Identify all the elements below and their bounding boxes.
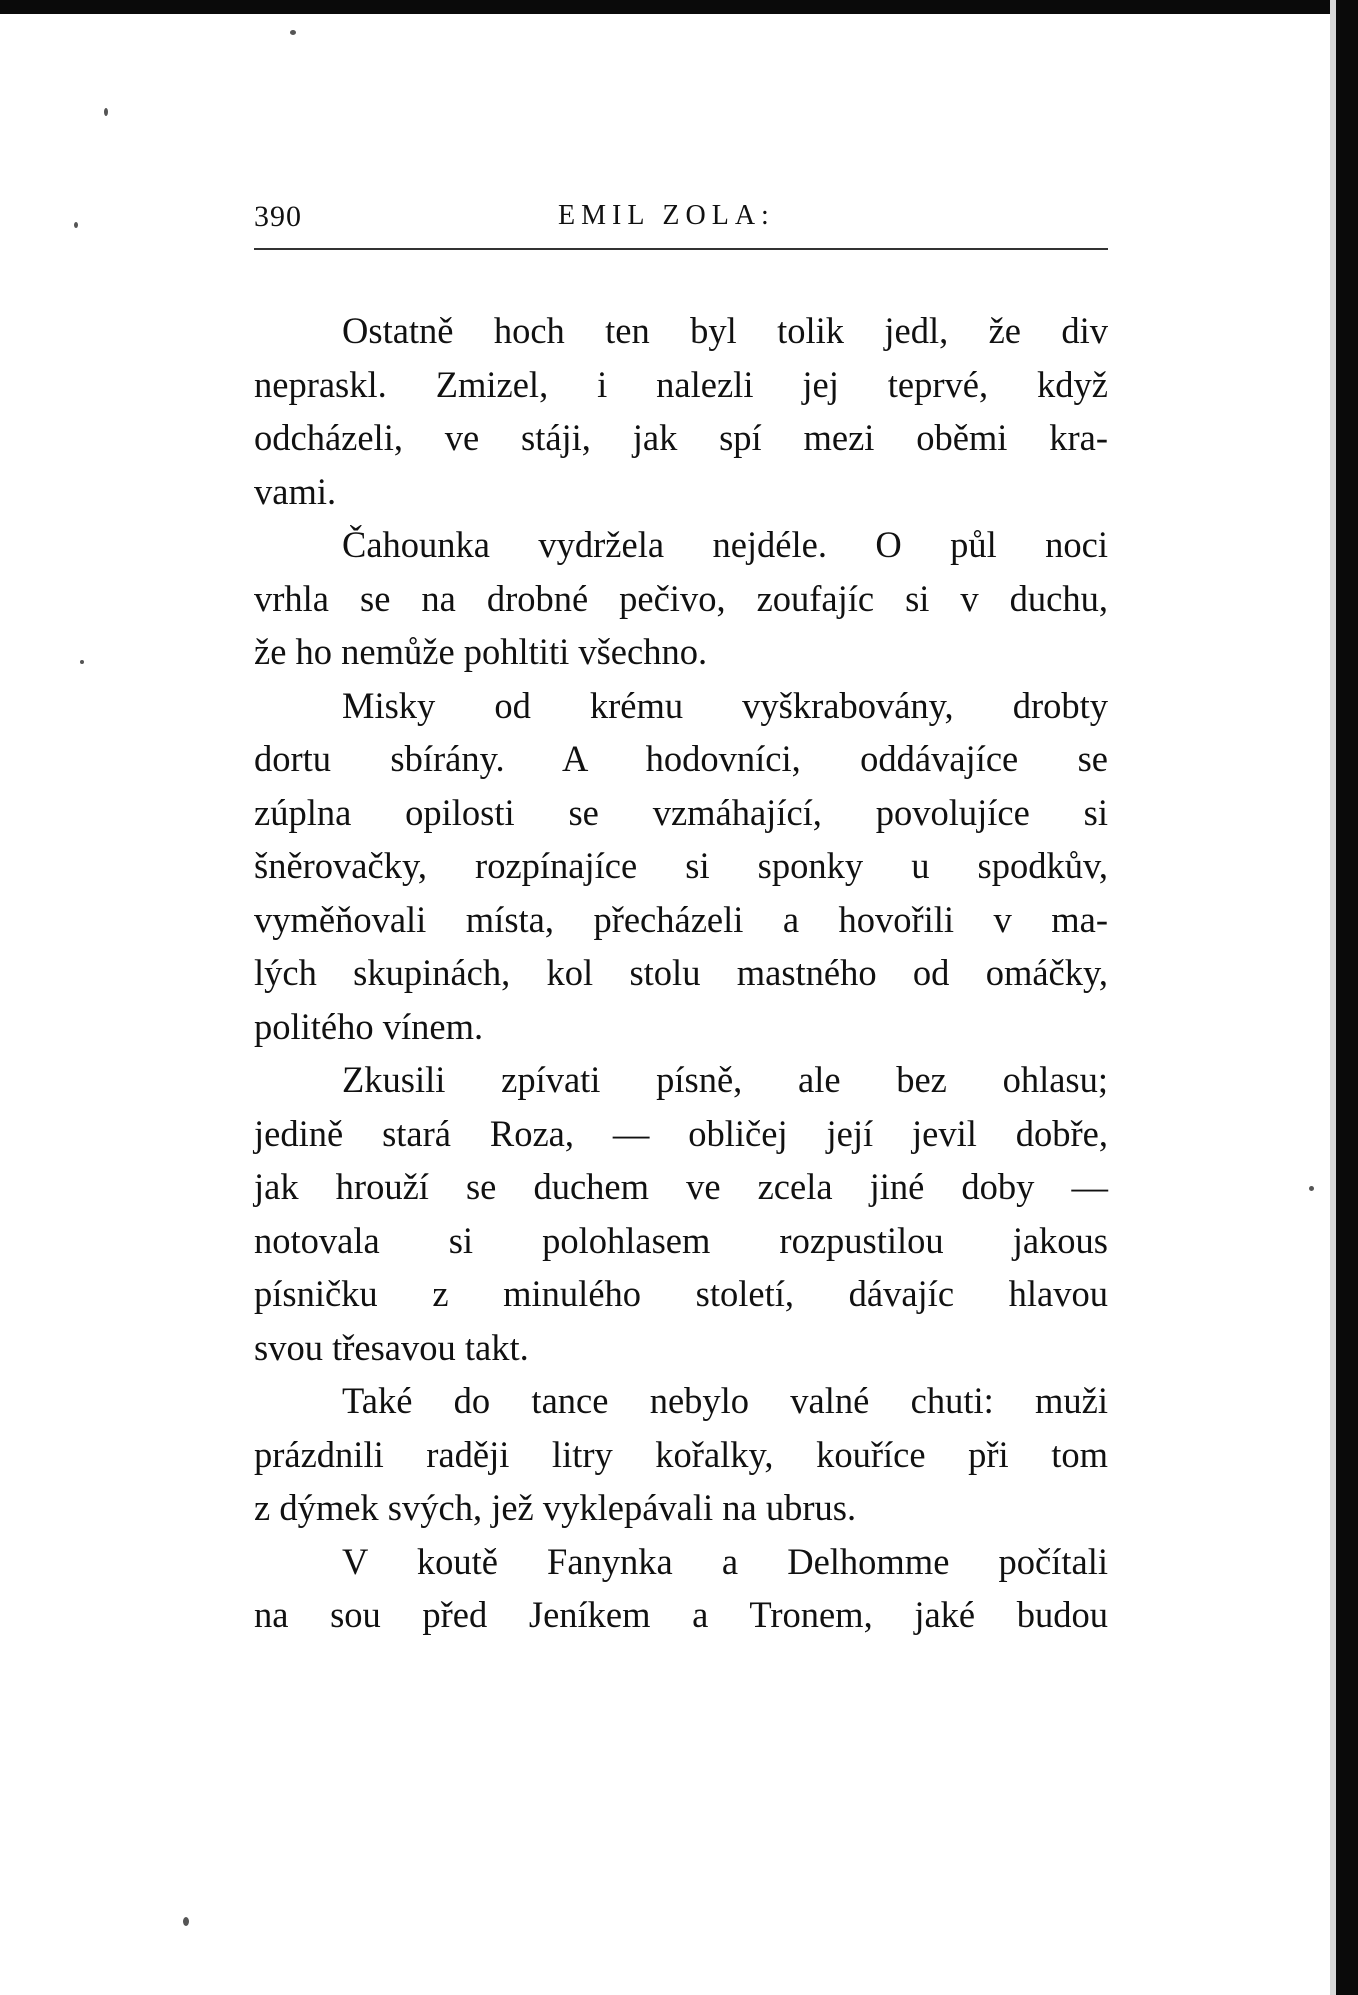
text-line: vami. — [254, 470, 337, 512]
dust-speck — [80, 660, 84, 664]
text-line: politého vínem. — [254, 1005, 484, 1047]
dust-speck — [183, 1917, 189, 1926]
text-line: svou třesavou takt. — [254, 1326, 529, 1368]
text-line: že ho nemůže pohltiti všechno. — [254, 631, 708, 672]
body-text — [254, 304, 1108, 1642]
text-line: nepraskl. Zmizel, i nalezli jej teprvé, když — [254, 363, 1108, 405]
text-line: z dýmek svých, jež vyklepávali na ubrus. — [254, 1487, 857, 1528]
header-rule — [254, 248, 1108, 250]
text-line: dortu sbírány. A hodovníci, oddávajíce se — [254, 738, 1108, 779]
text-line: odcházeli, ve stáji, jak spí mezi oběmi kra- — [254, 417, 1108, 458]
text-line: písničku z minulého století, dávajíc hlavou — [254, 1273, 1108, 1314]
text-line: na sou před Jeníkem a Tronem, jaké budou — [254, 1594, 1108, 1635]
text-line: notovala si polohlasem rozpustilou jakous — [254, 1219, 1108, 1261]
text-line: zúplna opilosti se vzmáhající, povolujíce si — [254, 791, 1108, 833]
running-header — [254, 196, 1108, 240]
text-line: Zkusili zpívati písně, ale bez ohlasu; — [342, 1059, 1108, 1100]
dust-speck — [74, 222, 78, 228]
dust-speck — [290, 30, 296, 35]
text-line: vrhla se na drobné pečivo, zoufajíc si v duchu, — [254, 577, 1108, 619]
text-line: V koutě Fanynka a Delhomme počítali — [342, 1540, 1108, 1582]
text-line: Ostatně hoch ten byl tolik jedl, že div — [342, 310, 1108, 351]
text-line: jedině stará Roza, — obličej její jevil dobře, — [254, 1112, 1108, 1154]
page-number: 390 — [254, 200, 302, 233]
text-line: prázdnili raději litry kořalky, kouříce při tom — [254, 1433, 1108, 1475]
book-page — [254, 196, 1108, 1635]
text-line: Misky od krému vyškrabovány, drobty — [342, 684, 1108, 726]
scan-top-edge — [0, 0, 1358, 14]
text-line: vyměňovali místa, přecházeli a hovořili v ma- — [254, 898, 1108, 940]
dust-speck — [1309, 1186, 1314, 1191]
running-title: EMIL ZOLA: — [558, 200, 775, 231]
text-line: lých skupinách, kol stolu mastného od omáčky, — [254, 952, 1108, 993]
text-line: šněrovačky, rozpínajíce si sponky u spodkův, — [254, 845, 1108, 886]
text-line: Také do tance nebylo valné chuti: muži — [342, 1380, 1108, 1421]
text-line: Čahounka vydržela nejdéle. O půl noci — [342, 524, 1108, 565]
dust-speck — [104, 108, 108, 116]
scan-right-edge — [1336, 0, 1358, 1995]
text-line: jak hrouží se duchem ve zcela jiné doby — — [254, 1166, 1108, 1207]
